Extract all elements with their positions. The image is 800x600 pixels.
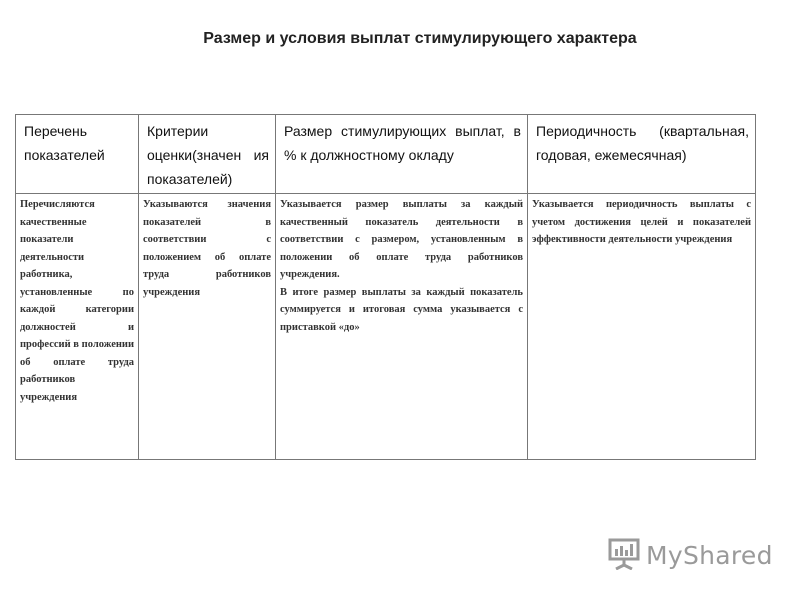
cell-indicators <box>16 194 139 460</box>
watermark-text: MyShared <box>646 540 773 570</box>
cell-payment-size-text-2: В итоге размер выплаты за каждый показатель суммируется и итоговая сумма указывается с приставкой «до» <box>280 286 523 333</box>
payments-table <box>15 114 756 460</box>
cell-payment-size <box>276 194 528 460</box>
cell-criteria-text: Указываются значения показателей в соответствии с положением об оплате труда работников учреждения <box>143 199 271 298</box>
cell-criteria <box>139 194 276 460</box>
header-criteria: Критерии оценки(значен ия показателей) <box>139 115 276 194</box>
cell-periodicity-text: Указывается периодичность выплаты с учетом достижения целей и показателей эффективности деятельности учреждения <box>532 199 751 245</box>
presentation-board-icon <box>607 536 641 575</box>
table-header-row <box>16 115 756 194</box>
table-row <box>16 194 756 460</box>
cell-payment-size-text-1: Указывается размер выплаты за каждый качественный показатель деятельности в соответствии с размером, установленным в положении об оплате труда работников учреждения. <box>280 199 523 280</box>
cell-indicators-text: Перечисляются качественные показатели деятельности работника, установленные по каждой категории должностей и профессий в положении об оплате труда работников учреждения <box>20 199 134 403</box>
cell-periodicity <box>528 194 756 460</box>
header-periodicity: Периодичность (квартальная, годовая, ежемесячная) <box>528 115 756 194</box>
page-title: Размер и условия выплат стимулирующего характера <box>203 30 637 47</box>
header-indicators: Перечень показателей <box>16 115 139 194</box>
header-payment-size: Размер стимулирующих выплат, в % к должностному окладу <box>276 115 528 194</box>
myshared-watermark <box>607 538 773 572</box>
